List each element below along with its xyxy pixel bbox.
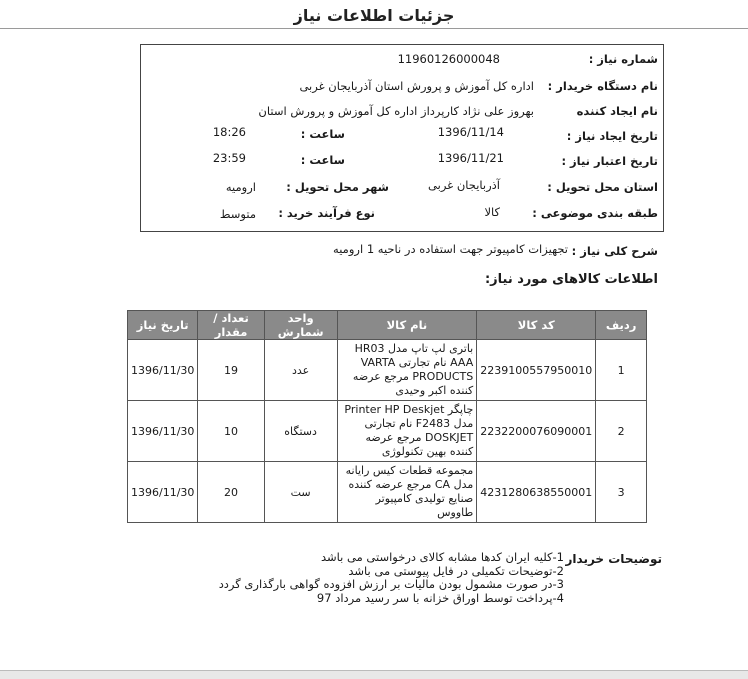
row-number-cell: 3: [596, 462, 647, 523]
goods-code-cell: 4231280638550001: [477, 462, 596, 523]
valid-date-value: 1396/11/21: [437, 151, 504, 165]
goods-name-cell: باتری لپ تاپ مدل HR03 AAA نام تجارتی VARTA PRODUCTS مرجع عرضه کننده اکبر وحیدی: [337, 340, 477, 401]
buyer-note-line: 4-پرداخت توسط اوراق خزانه با سر رسید مرداد 97: [316, 590, 564, 605]
buyer-label: نام دستگاه خریدار :: [547, 79, 658, 93]
valid-time-label: ساعت :: [300, 153, 345, 167]
buyer-value: اداره کل آموزش و پرورش استان آذربایجان غربی: [299, 79, 534, 93]
quantity-cell: 10: [198, 401, 264, 462]
goods-table-header: [128, 311, 647, 340]
row-number-cell: 2: [596, 401, 647, 462]
category-label: طبقه بندی موضوعی :: [532, 206, 658, 220]
header-goods-code: کد کالا: [477, 311, 596, 340]
summary-value: تجهیزات کامپیوتر جهت استفاده در ناحیه 1 ارومیه: [333, 242, 568, 256]
title-divider: [0, 28, 748, 29]
header-row-number: ردیف: [596, 311, 647, 340]
need-date-cell: 1396/11/30: [128, 340, 198, 401]
created-date-label: تاریخ ایجاد نیاز :: [566, 129, 658, 143]
table-row: [128, 401, 647, 462]
summary-label: شرح کلی نیاز :: [571, 244, 658, 258]
need-number-value: 11960126000048: [397, 52, 500, 66]
province-label: استان محل تحویل :: [547, 180, 658, 194]
need-date-cell: 1396/11/30: [128, 462, 198, 523]
valid-date-label: تاریخ اعتبار نیاز :: [561, 154, 658, 168]
process-value: متوسط: [219, 207, 256, 221]
header-quantity: تعداد / مقدار: [198, 311, 264, 340]
need-date-cell: 1396/11/30: [128, 401, 198, 462]
buyer-note-line: 3-در صورت مشمول بودن مالیات بر ارزش افزوده گواهی بارگذاری گردد: [218, 577, 564, 591]
goods-code-cell: 2232200076090001: [477, 401, 596, 462]
created-date-value: 1396/11/14: [437, 125, 504, 139]
header-goods-name: نام کالا: [337, 311, 477, 340]
process-label: نوع فرآیند خرید :: [278, 206, 375, 220]
valid-time-value: 23:59: [212, 151, 246, 165]
creator-value: بهروز علی نژاد کارپرداز اداره کل آموزش و پرورش استان: [258, 104, 534, 118]
city-label: شهر محل تحویل :: [286, 180, 389, 194]
unit-cell: ست: [264, 462, 337, 523]
need-number-label: شماره نیاز :: [588, 52, 658, 66]
table-row: [128, 462, 647, 523]
goods-table: [127, 310, 647, 523]
city-value: ارومیه: [225, 180, 256, 194]
goods-name-cell: چاپگر Printer HP Deskjet مدل F2483 نام تجارتی DOSKJET مرجع عرضه کننده بهین تکنولوژی: [337, 401, 477, 462]
row-number-cell: 1: [596, 340, 647, 401]
buyer-note-line: 1-کلیه ایران کدها مشابه کالای درخواستی می باشد: [320, 550, 564, 564]
buyer-notes-label: توضیحات خریدار: [565, 552, 662, 566]
creator-label: نام ایجاد کننده: [576, 104, 658, 118]
page-title: جزئیات اطلاعات نیاز: [293, 6, 455, 25]
buyer-note-line: 2-توضیحات تکمیلی در فایل پیوستی می باشد: [348, 563, 564, 578]
category-value: کالا: [484, 205, 500, 219]
province-value: آذربایجان غربی: [428, 178, 500, 192]
unit-cell: عدد: [264, 340, 337, 401]
goods-name-cell: مجموعه قطعات کیس رایانه مدل CA مرجع عرضه کننده صنایع تولیدی کامپیوتر طاووس: [337, 462, 477, 523]
quantity-cell: 19: [198, 340, 264, 401]
unit-cell: دستگاه: [264, 401, 337, 462]
goods-code-cell: 2239100557950010: [477, 340, 596, 401]
goods-section-title: اطلاعات کالاهای مورد نیاز:: [484, 272, 658, 287]
table-row: [128, 340, 647, 401]
header-need-date: تاریخ نیاز: [128, 311, 198, 340]
buyer-notes: [219, 551, 564, 605]
created-time-value: 18:26: [212, 125, 246, 139]
created-time-label: ساعت :: [300, 127, 345, 141]
header-unit: واحد شمارش: [264, 311, 337, 340]
quantity-cell: 20: [198, 462, 264, 523]
